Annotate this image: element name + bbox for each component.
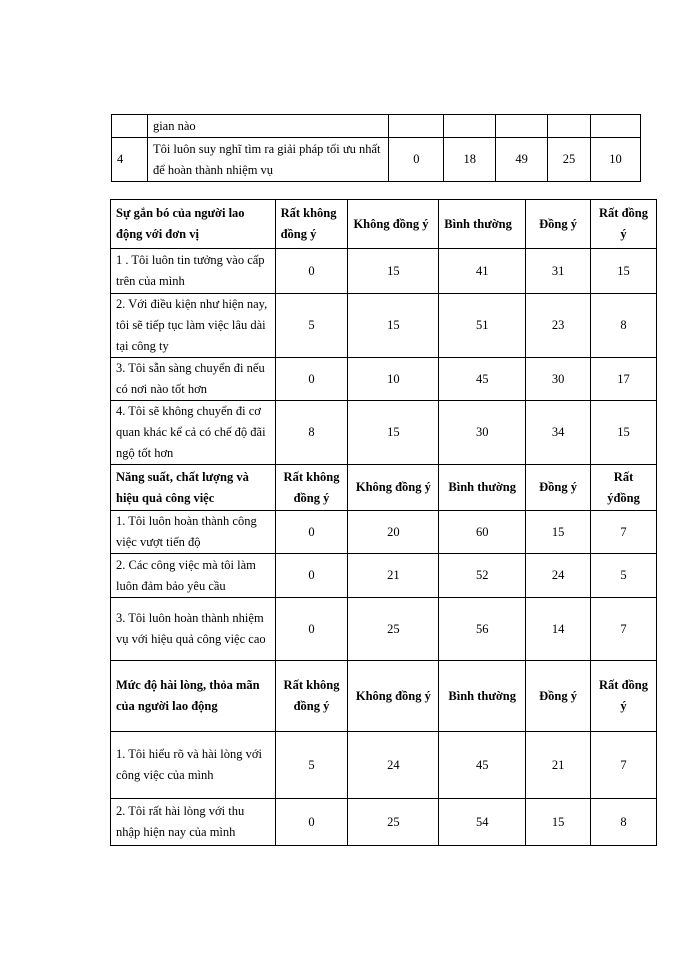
value-cell: 30 — [439, 401, 526, 465]
value-cell: 25 — [348, 799, 439, 846]
value-cell: 30 — [526, 358, 591, 401]
section-title: Mức độ hài lòng, thỏa mãn của người lao động — [111, 661, 276, 732]
header-strongly-agree: Rất đồng ý — [591, 200, 657, 249]
value-cell: 25 — [348, 598, 439, 661]
value-cell: 0 — [275, 554, 348, 598]
value-cell: 54 — [439, 799, 526, 846]
value-cell: 15 — [348, 401, 439, 465]
table-row — [111, 294, 657, 358]
value-cell: 41 — [439, 249, 526, 294]
value-cell — [591, 115, 641, 138]
statement-text: 3. Tôi luôn hoàn thành nhiệm vụ với hiệu quả công việc cao — [111, 598, 276, 661]
value-cell: 15 — [526, 511, 591, 554]
value-cell: 0 — [275, 249, 348, 294]
section-header-row — [111, 465, 657, 511]
statement-text: 3. Tôi sẵn sàng chuyển đi nếu có nơi nào tốt hơn — [111, 358, 276, 401]
header-strongly-agree: Rất ýđồng — [591, 465, 657, 511]
row-number: 4 — [112, 138, 148, 182]
value-cell: 8 — [591, 799, 657, 846]
statement-text: Tôi luôn suy nghĩ tìm ra giải pháp tối ưu nhất để hoàn thành nhiệm vụ — [147, 138, 388, 182]
value-cell: 0 — [275, 598, 348, 661]
statement-text: 2. Với điều kiện như hiện nay, tôi sẽ tiếp tục làm việc lâu dài tại công ty — [111, 294, 276, 358]
value-cell — [389, 115, 444, 138]
value-cell: 60 — [439, 511, 526, 554]
value-cell: 0 — [389, 138, 444, 182]
value-cell: 24 — [526, 554, 591, 598]
value-cell: 5 — [591, 554, 657, 598]
value-cell: 15 — [348, 294, 439, 358]
value-cell: 49 — [496, 138, 548, 182]
header-strongly-disagree: Rất không đồng ý — [275, 200, 348, 249]
value-cell: 15 — [348, 249, 439, 294]
statement-text: 2. Tôi rất hài lòng với thu nhập hiện nay của mình — [111, 799, 276, 846]
section-header-row — [111, 200, 657, 249]
value-cell: 14 — [526, 598, 591, 661]
statement-text: 4. Tôi sẽ không chuyển đi cơ quan khác kể cả có chế độ đãi ngộ tốt hơn — [111, 401, 276, 465]
statement-text: 1. Tôi hiểu rõ và hài lòng với công việc của mình — [111, 732, 276, 799]
header-strongly-agree: Rất đồng ý — [591, 661, 657, 732]
value-cell: 0 — [275, 358, 348, 401]
value-cell: 8 — [591, 294, 657, 358]
section-header-row — [111, 661, 657, 732]
header-disagree: Không đồng ý — [348, 661, 439, 732]
value-cell: 45 — [439, 732, 526, 799]
header-strongly-disagree: Rất không đồng ý — [275, 465, 348, 511]
survey-table-continued — [111, 114, 641, 182]
header-neutral: Bình thường — [439, 465, 526, 511]
value-cell: 7 — [591, 598, 657, 661]
header-neutral: Bình thường — [439, 661, 526, 732]
value-cell: 25 — [548, 138, 591, 182]
header-disagree: Không đồng ý — [348, 200, 439, 249]
header-strongly-disagree: Rất không đồng ý — [275, 661, 348, 732]
table-row — [111, 732, 657, 799]
value-cell: 23 — [526, 294, 591, 358]
value-cell: 7 — [591, 732, 657, 799]
value-cell: 56 — [439, 598, 526, 661]
table-row — [112, 138, 641, 182]
value-cell — [548, 115, 591, 138]
value-cell: 10 — [591, 138, 641, 182]
value-cell: 7 — [591, 511, 657, 554]
value-cell: 17 — [591, 358, 657, 401]
value-cell — [444, 115, 496, 138]
header-agree: Đồng ý — [526, 465, 591, 511]
header-disagree: Không đồng ý — [348, 465, 439, 511]
value-cell: 21 — [526, 732, 591, 799]
survey-table — [110, 199, 657, 846]
value-cell: 21 — [348, 554, 439, 598]
section-title: Năng suất, chất lượng và hiệu quả công việc — [111, 465, 276, 511]
value-cell — [496, 115, 548, 138]
header-agree: Đồng ý — [526, 200, 591, 249]
value-cell: 31 — [526, 249, 591, 294]
statement-text: 2. Các công việc mà tôi làm luôn đảm bảo yêu cầu — [111, 554, 276, 598]
table-row — [111, 799, 657, 846]
statement-text: 1. Tôi luôn hoàn thành công việc vượt tiến độ — [111, 511, 276, 554]
value-cell: 15 — [526, 799, 591, 846]
value-cell: 5 — [275, 732, 348, 799]
value-cell: 24 — [348, 732, 439, 799]
table-row — [111, 401, 657, 465]
statement-text: 1 . Tôi luôn tin tưởng vào cấp trên của mình — [111, 249, 276, 294]
header-agree: Đồng ý — [526, 661, 591, 732]
header-neutral: Bình thường — [439, 200, 526, 249]
table-row — [111, 249, 657, 294]
table-row — [111, 358, 657, 401]
value-cell: 10 — [348, 358, 439, 401]
value-cell: 20 — [348, 511, 439, 554]
value-cell: 34 — [526, 401, 591, 465]
value-cell: 45 — [439, 358, 526, 401]
value-cell: 18 — [444, 138, 496, 182]
table-row — [111, 598, 657, 661]
statement-text: gian nào — [147, 115, 388, 138]
value-cell: 5 — [275, 294, 348, 358]
value-cell: 0 — [275, 799, 348, 846]
section-title: Sự gắn bó của người lao động với đơn vị — [111, 200, 276, 249]
table-row — [111, 511, 657, 554]
value-cell: 51 — [439, 294, 526, 358]
row-number — [112, 115, 148, 138]
value-cell: 15 — [591, 249, 657, 294]
value-cell: 8 — [275, 401, 348, 465]
value-cell: 52 — [439, 554, 526, 598]
table-row — [112, 115, 641, 138]
value-cell: 0 — [275, 511, 348, 554]
value-cell: 15 — [591, 401, 657, 465]
table-row — [111, 554, 657, 598]
